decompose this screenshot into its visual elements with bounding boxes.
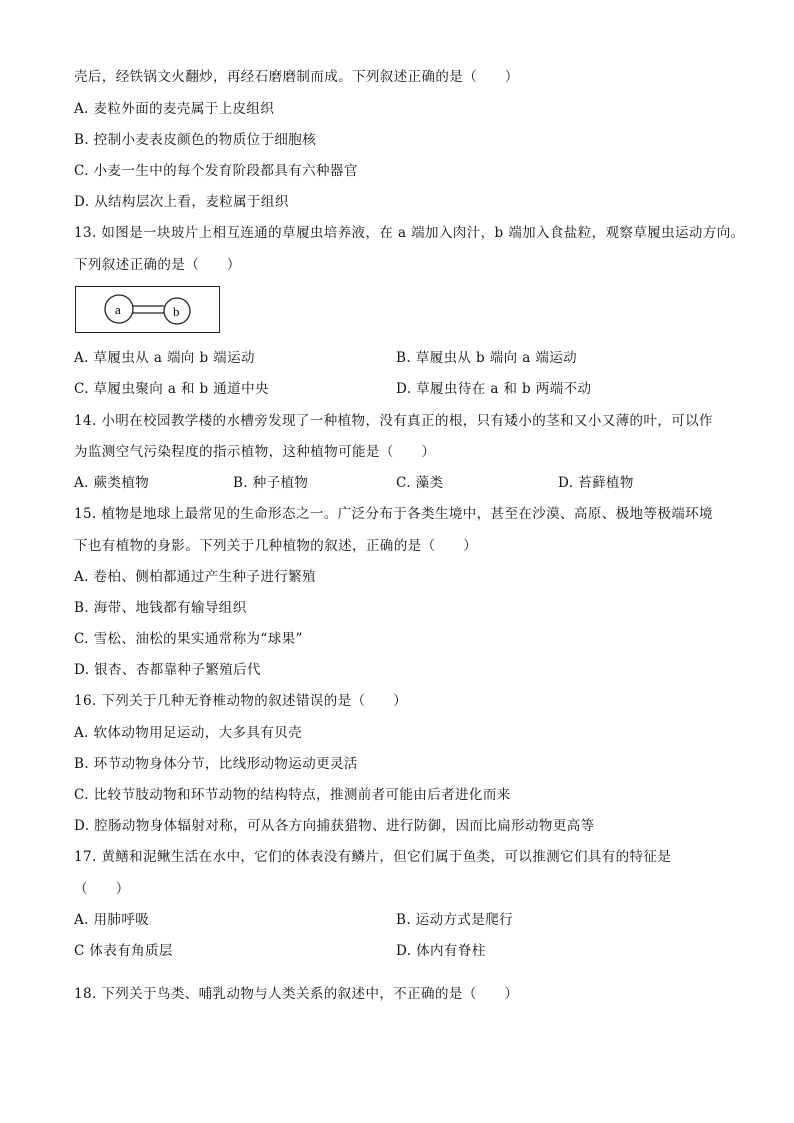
question-13-option-b: B. 草履虫从 b 端向 a 端运动 [396,350,578,366]
question-12-stem-continuation: 壳后，经铁锅文火翻炒，再经石磨磨制而成。下列叙述正确的是（ ） [74,69,519,85]
question-12-option-b: B. 控制小麦表皮颜色的物质位于细胞核 [74,132,317,148]
question-12-option-c: C. 小麦一生中的每个发育阶段都具有六种器官 [74,163,358,179]
question-14-option-a: A. 蕨类植物 [74,475,150,491]
question-15-option-a: A. 卷柏、侧柏都通过产生种子进行繁殖 [74,569,316,585]
drop-b-label: b [173,304,180,319]
question-15-option-b: B. 海带、地钱都有输导组织 [74,600,247,616]
question-16-stem: 16. 下列关于几种无脊椎动物的叙述错误的是（ ） [74,693,408,709]
question-16-option-a: A. 软体动物用足运动，大多具有贝壳 [74,725,303,741]
question-14-stem: 14. 小明在校园教学楼的水槽旁发现了一种植物，没有真正的根，只有矮小的茎和又小又薄的叶，可以作 [74,413,713,429]
question-16-option-b: B. 环节动物身体分节，比线形动物运动更灵活 [74,756,358,772]
question-13-option-c: C. 草履虫聚向 a 和 b 通道中央 [74,381,269,397]
question-14-option-c: C. 藻类 [396,475,444,491]
slide-drawing [76,287,218,331]
question-17-stem-line2: （ ） [74,881,130,897]
question-16-option-c: C. 比较节肢动物和环节动物的结构特点，推测前者可能由后者进化而来 [74,787,511,803]
question-12-option-d: D. 从结构层次上看，麦粒属于组织 [74,194,289,210]
question-14-stem-line2: 为监测空气污染程度的指示植物，这种植物可能是（ ） [74,444,436,460]
question-17-option-a: A. 用肺呼吸 [74,912,150,928]
question-12-option-a: A. 麦粒外面的麦壳属于上皮组织 [74,101,275,117]
question-15-stem: 15. 植物是地球上最常见的生命形态之一。广泛分布于各类生境中，甚至在沙漠、高原、极地等极端环境 [74,506,713,522]
question-13-option-a: A. 草履虫从 a 端向 b 端运动 [74,350,255,366]
question-15-option-d: D. 银杏、杏都靠种子繁殖后代 [74,662,261,678]
question-14-option-d: D. 苔藓植物 [558,475,634,491]
question-16-option-d: D. 腔肠动物身体辐射对称，可从各方向捕获猎物、进行防御，因而比扁形动物更高等 [74,818,595,834]
question-18-stem: 18. 下列关于鸟类、哺乳动物与人类关系的叙述中，不正确的是（ ） [74,986,519,1002]
question-13-stem: 13. 如图是一块玻片上相互连通的草履虫培养液，在 a 端加入肉汁，b 端加入食盐粒，观察草履虫运动方向。 [74,225,745,241]
question-13-stem-line2: 下列叙述正确的是（ ） [74,257,241,273]
question-17-stem: 17. 黄鳝和泥鳅生活在水中，它们的体表没有鳞片，但它们属于鱼类，可以推测它们具有的特征是 [74,849,672,865]
drop-a-label: a [115,302,121,317]
question-14-option-b: B. 种子植物 [233,475,309,491]
question-17-option-d: D. 体内有脊柱 [396,943,486,959]
question-15-stem-line2: 下也有植物的身影。下列关于几种植物的叙述，正确的是（ ） [74,538,478,554]
question-13-option-d: D. 草履虫待在 a 和 b 两端不动 [396,381,592,397]
paramecium-slide-diagram [75,286,220,333]
question-15-option-c: C. 雪松、油松的果实通常称为“球果” [74,631,303,647]
question-17-option-c: C 体表有角质层 [74,943,173,959]
question-17-option-b: B. 运动方式是爬行 [396,912,514,928]
